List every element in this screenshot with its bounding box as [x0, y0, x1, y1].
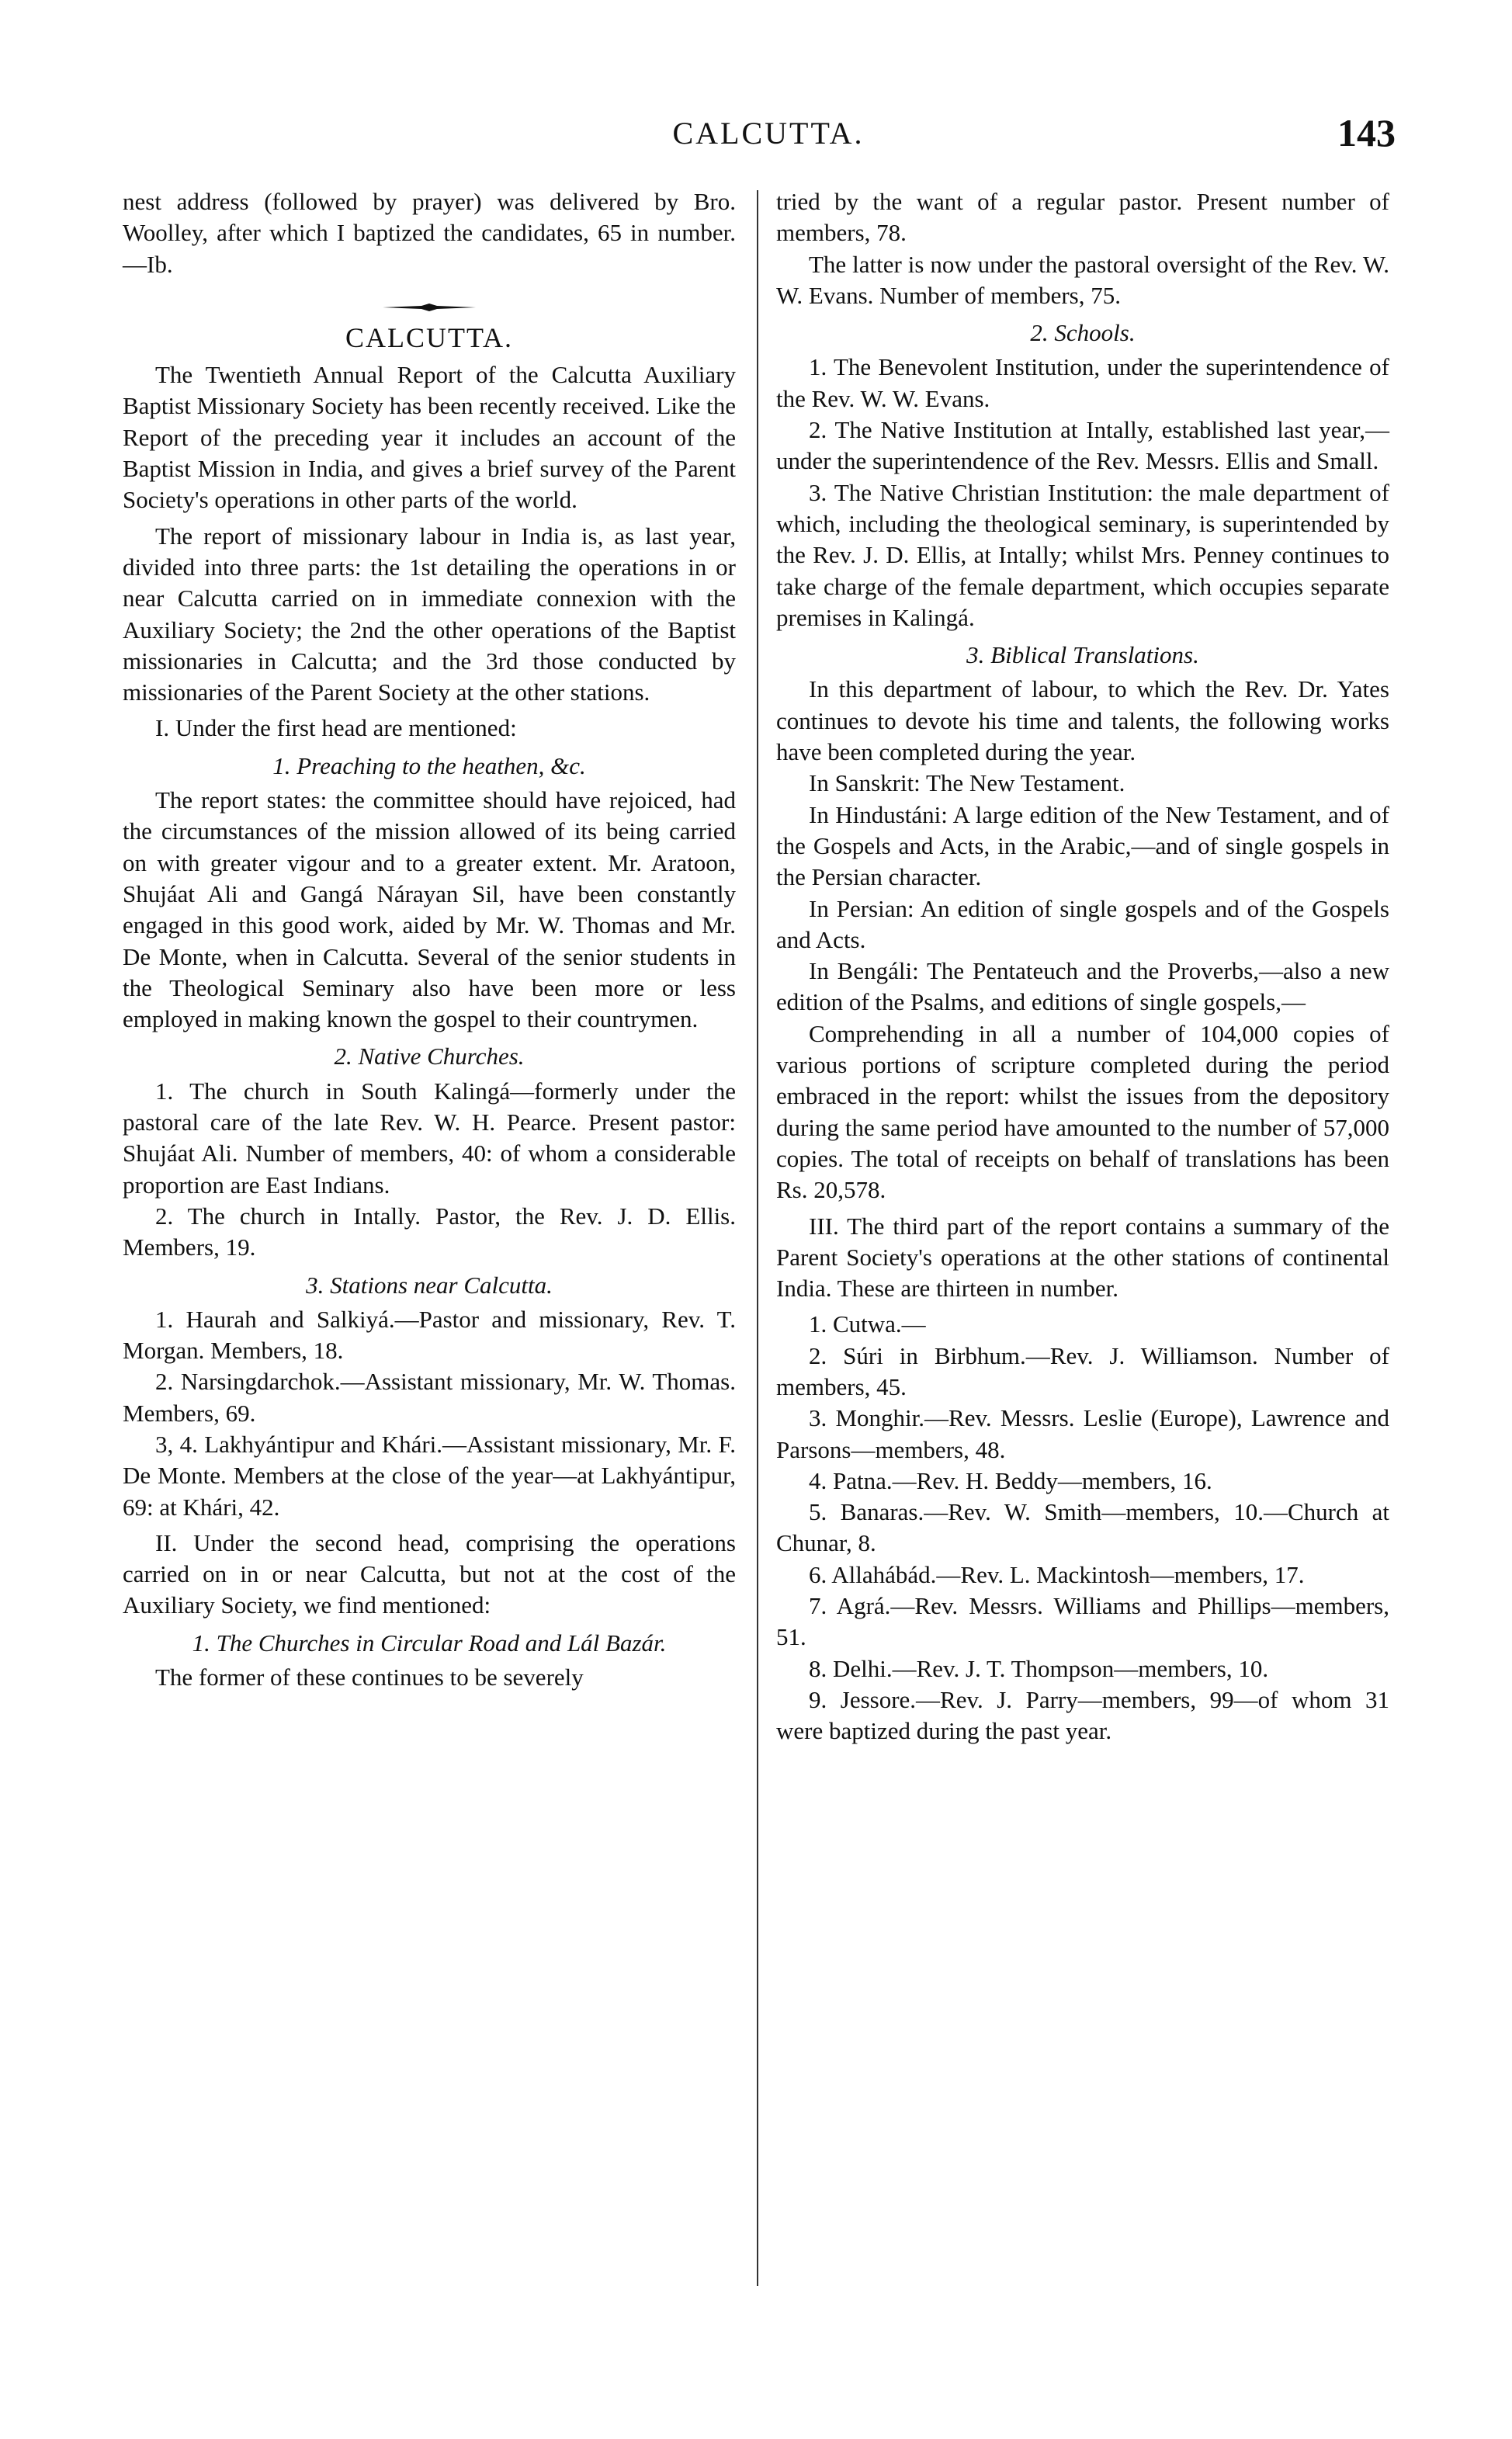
list-item: 1. Cutwa.— [809, 1310, 926, 1338]
paragraph: The former of these continues to be severely [155, 1664, 584, 1691]
subheading: 3. Stations near Calcutta. [306, 1271, 553, 1299]
paragraph: The report states: the committee should have rejoiced, had the circumstances of the mission allowed of its being carried on with greater vigour and to a greater extent. Mr. Aratoon, Shujáat Ali and Gangá Nárayan Sil, have been constantly engaged in this good work, aided by Mr. W. Thomas and Mr. De Monte, when in Calcutta. Several of the senior students in the Theological Seminary also have been more or less employed in making known the gospel to their countrymen. [123, 786, 736, 1033]
paragraph: 1. The church in South Kalingá—formerly under the pastoral care of the late Rev. W. H. Pearce. Present pastor: Shujáat Ali. Number of members, 40: of whom a considerable proportion are East Indians. [123, 1077, 736, 1199]
list-item: 4. Patna.—Rev. H. Beddy—members, 16. [809, 1466, 1212, 1494]
paragraph: 2. The church in Intally. Pastor, the Rev. J. D. Ellis. Members, 19. [123, 1202, 736, 1261]
paragraph: 1. Haurah and Salkiyá.—Pastor and missionary, Rev. T. Morgan. Members, 18. [123, 1305, 736, 1365]
paragraph: In Persian: An edition of single gospels and of the Gospels and Acts. [776, 894, 1389, 953]
list-item: 8. Delhi.—Rev. J. T. Thompson—members, 10. [809, 1654, 1269, 1682]
page-number: 143 [1337, 111, 1396, 154]
paragraph: In Sanskrit: The New Testament. [809, 769, 1125, 797]
list-item: 6. Allahábád.—Rev. L. Mackintosh—members, 17. [809, 1560, 1305, 1588]
list-item: 2. Súri in Birbhum.—Rev. J. Williamson. Number of members, 45. [776, 1341, 1389, 1400]
subheading: 1. The Churches in Circular Road and Lál Bazár. [192, 1629, 667, 1657]
paragraph: The report of missionary labour in India is, as last year, divided into three parts: the 1st detailing the operations in or near Calcutta carried on in immediate connexion with the Auxiliary Society; the 2nd the other operations of the Baptist missionaries in Calcutta; and the 3rd those conducted by missionaries of the Parent Society at the other stations. [123, 522, 736, 706]
subheading: 1. Preaching to the heathen, &c. [272, 751, 586, 779]
paragraph: The latter is now under the pastoral oversight of the Rev. W. W. Evans. Number of members, 75. [776, 250, 1389, 309]
paragraph: The Twentieth Annual Report of the Calcutta Auxiliary Baptist Missionary Society has been recently received. Like the Report of the preceding year it includes an account of the Baptist Mission in India, and gives a brief survey of the Parent Society's operations in other parts of the world. [123, 361, 736, 514]
page-header [0, 111, 1512, 169]
paragraph: In Bengáli: The Pentateuch and the Proverbs,—also a new edition of the Psalms, and editions of single gospels,— [776, 957, 1389, 1016]
list-item: 7. Agrá.—Rev. Messrs. Williams and Phillips—members, 51. [776, 1592, 1389, 1651]
paragraph: 2. The Native Institution at Intally, established last year,—under the superintendence of the Rev. Messrs. Ellis and Small. [776, 416, 1389, 475]
section-ornament-icon [383, 304, 476, 311]
list-item: 9. Jessore.—Rev. J. Parry—members, 99—of whom 31 were baptized during the past year. [776, 1685, 1389, 1745]
paragraph: III. The third part of the report contains a summary of the Parent Society's operations at the other stations of continental India. These are thirteen in number. [776, 1212, 1389, 1303]
paragraph: nest address (followed by prayer) was delivered by Bro. Woolley, after which I baptized the candidates, 65 in number.—Ib. [123, 188, 736, 278]
paragraph: I. Under the first head are mentioned: [155, 714, 517, 742]
subheading: 2. Native Churches. [334, 1043, 525, 1070]
column-divider [757, 190, 758, 2286]
paragraph: 2. Narsingdarchok.—Assistant missionary, Mr. W. Thomas. Members, 69. [123, 1368, 736, 1427]
paragraph: 3, 4. Lakhyántipur and Khári.—Assistant missionary, Mr. F. De Monte. Members at the close of the year—at Lakhyántipur, 69: at Khári, 42. [123, 1430, 736, 1521]
paragraph: II. Under the second head, comprising the operations carried on in or near Calcutta, but not at the cost of the Auxiliary Society, we find mentioned: [123, 1528, 736, 1619]
paragraph: In Hindustáni: A large edition of the New Testament, and of the Gospels and Acts, in the Arabic,—and of single gospels in the Persian character. [776, 800, 1389, 891]
paragraph: 3. The Native Christian Institution: the male department of which, including the theological seminary, is superintended by the Rev. J. D. Ellis, at Intally; whilst Mrs. Penney continues to take charge of the female department, which occupies separate premises in Kalingá. [776, 478, 1389, 631]
paragraph: Comprehending in all a number of 104,000 copies of various portions of scripture completed during the period embraced in the report: whilst the issues from the depository during the same period have amounted to the number of 57,000 copies. The total of receipts on behalf of translations has been Rs. 20,578. [776, 1019, 1389, 1204]
paragraph: tried by the want of a regular pastor. Present number of members, 78. [776, 188, 1389, 247]
list-item: 3. Monghir.—Rev. Messrs. Leslie (Europe), Lawrence and Parsons—members, 48. [776, 1404, 1389, 1463]
section-title: CALCUTTA. [345, 321, 514, 353]
list-item: 5. Banaras.—Rev. W. Smith—members, 10.—Church at Chunar, 8. [776, 1498, 1389, 1557]
running-head: CALCUTTA. [672, 116, 865, 151]
right-column [776, 186, 1389, 1747]
paragraph: 1. The Benevolent Institution, under the superintendence of the Rev. W. W. Evans. [776, 353, 1389, 412]
paragraph: In this department of labour, to which the Rev. Dr. Yates continues to devote his time and talents, the following works have been completed during the year. [776, 675, 1389, 766]
subheading: 2. Schools. [1030, 319, 1136, 347]
subheading: 3. Biblical Translations. [966, 641, 1199, 669]
left-column [123, 186, 736, 1693]
